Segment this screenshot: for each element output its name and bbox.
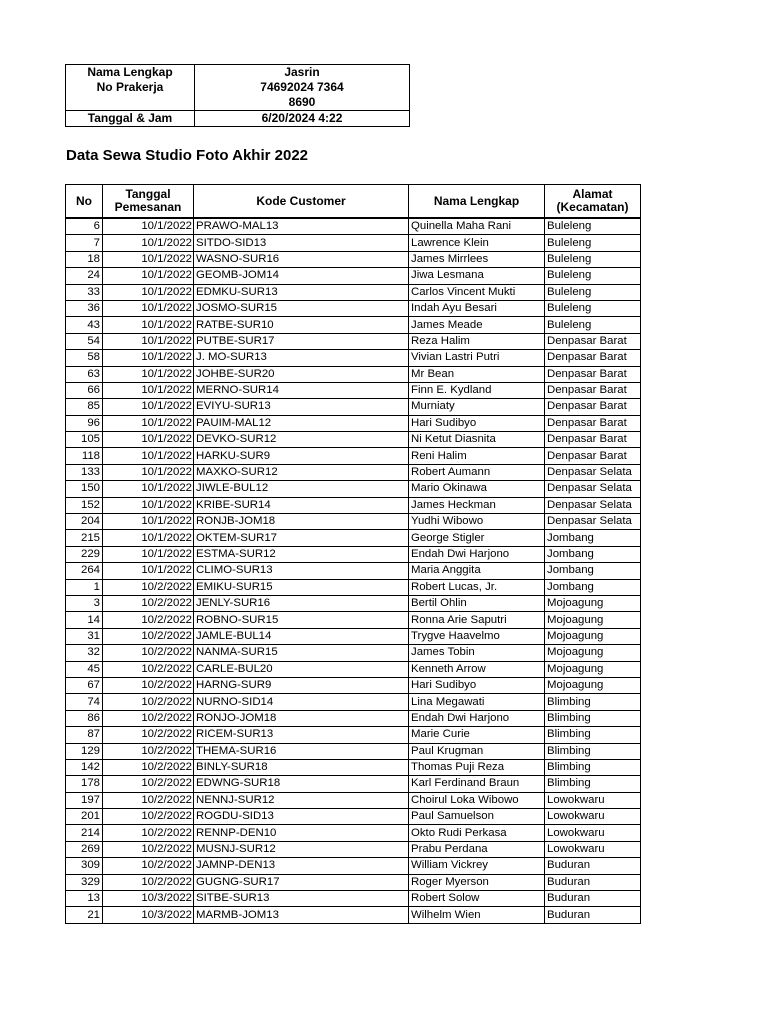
cell-nama-lengkap: Thomas Puji Reza xyxy=(409,759,545,775)
cell-nama-lengkap: Maria Anggita xyxy=(409,563,545,579)
cell-no: 133 xyxy=(66,464,103,480)
cell-kode-customer: WASNO-SUR16 xyxy=(194,251,409,267)
identity-table xyxy=(65,64,410,127)
cell-alamat: Blimbing xyxy=(545,727,641,743)
cell-kode-customer: CLIMO-SUR13 xyxy=(194,563,409,579)
table-row xyxy=(66,366,641,382)
cell-no: 36 xyxy=(66,300,103,316)
table-row xyxy=(66,710,641,726)
cell-kode-customer: DEVKO-SUR12 xyxy=(194,432,409,448)
cell-alamat: Buduran xyxy=(545,858,641,874)
cell-tanggal: 10/2/2022 xyxy=(103,743,194,759)
cell-kode-customer: NANMA-SUR15 xyxy=(194,645,409,661)
cell-alamat: Buleleng xyxy=(545,218,641,235)
cell-no: 33 xyxy=(66,284,103,300)
cell-tanggal: 10/3/2022 xyxy=(103,891,194,907)
cell-nama-lengkap: Murniaty xyxy=(409,399,545,415)
cell-alamat: Mojoagung xyxy=(545,612,641,628)
cell-alamat: Blimbing xyxy=(545,776,641,792)
cell-no: 197 xyxy=(66,792,103,808)
table-row xyxy=(66,481,641,497)
table-row xyxy=(66,432,641,448)
cell-no: 201 xyxy=(66,809,103,825)
cell-kode-customer: MERNO-SUR14 xyxy=(194,382,409,398)
cell-kode-customer: PAUIM-MAL12 xyxy=(194,415,409,431)
cell-tanggal: 10/2/2022 xyxy=(103,858,194,874)
cell-nama-lengkap: James Heckman xyxy=(409,497,545,513)
cell-alamat: Buleleng xyxy=(545,235,641,251)
cell-kode-customer: JAMLE-BUL14 xyxy=(194,628,409,644)
table-row xyxy=(66,891,641,907)
cell-tanggal: 10/2/2022 xyxy=(103,710,194,726)
cell-kode-customer: RONJO-JOM18 xyxy=(194,710,409,726)
cell-alamat: Denpasar Barat xyxy=(545,333,641,349)
cell-tanggal: 10/2/2022 xyxy=(103,792,194,808)
cell-tanggal: 10/1/2022 xyxy=(103,333,194,349)
cell-alamat: Mojoagung xyxy=(545,677,641,693)
cell-tanggal: 10/1/2022 xyxy=(103,399,194,415)
table-row xyxy=(66,300,641,316)
table-row xyxy=(66,661,641,677)
cell-no: 31 xyxy=(66,628,103,644)
cell-no: 18 xyxy=(66,251,103,267)
cell-kode-customer: PRAWO-MAL13 xyxy=(194,218,409,235)
cell-kode-customer: SITDO-SID13 xyxy=(194,235,409,251)
cell-nama-lengkap: Hari Sudibyo xyxy=(409,415,545,431)
header-alamat: Alamat (Kecamatan) xyxy=(545,185,641,219)
cell-nama-lengkap: James Mirrlees xyxy=(409,251,545,267)
table-row xyxy=(66,907,641,923)
cell-kode-customer: RATBE-SUR10 xyxy=(194,317,409,333)
cell-tanggal: 10/1/2022 xyxy=(103,546,194,562)
cell-no: 74 xyxy=(66,694,103,710)
cell-nama-lengkap: Bertil Ohlin xyxy=(409,595,545,611)
table-body xyxy=(66,218,641,923)
cell-nama-lengkap: Indah Ayu Besari xyxy=(409,300,545,316)
identity-row-datetime xyxy=(66,111,410,127)
table-row xyxy=(66,612,641,628)
cell-nama-lengkap: Okto Rudi Perkasa xyxy=(409,825,545,841)
cell-nama-lengkap: Wilhelm Wien xyxy=(409,907,545,923)
cell-nama-lengkap: Carlos Vincent Mukti xyxy=(409,284,545,300)
cell-no: 54 xyxy=(66,333,103,349)
cell-tanggal: 10/2/2022 xyxy=(103,874,194,890)
cell-no: 229 xyxy=(66,546,103,562)
table-row xyxy=(66,809,641,825)
table-row xyxy=(66,350,641,366)
table-row xyxy=(66,645,641,661)
cell-tanggal: 10/1/2022 xyxy=(103,251,194,267)
cell-kode-customer: MAXKO-SUR12 xyxy=(194,464,409,480)
identity-values xyxy=(195,65,410,111)
header-row xyxy=(66,185,641,219)
cell-kode-customer: EDMKU-SUR13 xyxy=(194,284,409,300)
cell-tanggal: 10/1/2022 xyxy=(103,317,194,333)
cell-alamat: Denpasar Selata xyxy=(545,497,641,513)
cell-no: 178 xyxy=(66,776,103,792)
table-row xyxy=(66,792,641,808)
cell-nama-lengkap: James Tobin xyxy=(409,645,545,661)
cell-alamat: Mojoagung xyxy=(545,661,641,677)
table-row xyxy=(66,841,641,857)
cell-no: 214 xyxy=(66,825,103,841)
cell-no: 66 xyxy=(66,382,103,398)
cell-alamat: Jombang xyxy=(545,563,641,579)
cell-kode-customer: ESTMA-SUR12 xyxy=(194,546,409,562)
cell-nama-lengkap: Mario Okinawa xyxy=(409,481,545,497)
cell-kode-customer: GEOMB-JOM14 xyxy=(194,268,409,284)
cell-nama-lengkap: Ni Ketut Diasnita xyxy=(409,432,545,448)
cell-kode-customer: JAMNP-DEN13 xyxy=(194,858,409,874)
cell-no: 142 xyxy=(66,759,103,775)
prakerja-value-line1: 74692024 7364 xyxy=(260,80,344,94)
cell-kode-customer: RICEM-SUR13 xyxy=(194,727,409,743)
cell-nama-lengkap: Kenneth Arrow xyxy=(409,661,545,677)
cell-nama-lengkap: Prabu Perdana xyxy=(409,841,545,857)
table-row xyxy=(66,825,641,841)
cell-tanggal: 10/2/2022 xyxy=(103,776,194,792)
cell-alamat: Blimbing xyxy=(545,759,641,775)
cell-alamat: Blimbing xyxy=(545,694,641,710)
cell-kode-customer: JIWLE-BUL12 xyxy=(194,481,409,497)
table-row xyxy=(66,218,641,235)
cell-kode-customer: EMIKU-SUR15 xyxy=(194,579,409,595)
table-row xyxy=(66,677,641,693)
table-row xyxy=(66,514,641,530)
cell-nama-lengkap: Paul Krugman xyxy=(409,743,545,759)
cell-kode-customer: JOSMO-SUR15 xyxy=(194,300,409,316)
cell-tanggal: 10/1/2022 xyxy=(103,300,194,316)
datetime-value: 6/20/2024 4:22 xyxy=(195,111,410,127)
cell-nama-lengkap: Karl Ferdinand Braun xyxy=(409,776,545,792)
cell-kode-customer: THEMA-SUR16 xyxy=(194,743,409,759)
table-row xyxy=(66,399,641,415)
cell-nama-lengkap: Hari Sudibyo xyxy=(409,677,545,693)
header-tanggal: Tanggal Pemesanan xyxy=(103,185,194,219)
document-title: Data Sewa Studio Foto Akhir 2022 xyxy=(66,147,308,164)
prakerja-label: No Prakerja xyxy=(96,80,164,94)
cell-no: 129 xyxy=(66,743,103,759)
cell-tanggal: 10/1/2022 xyxy=(103,432,194,448)
table-row xyxy=(66,776,641,792)
cell-nama-lengkap: Ronna Arie Saputri xyxy=(409,612,545,628)
cell-kode-customer: SITBE-SUR13 xyxy=(194,891,409,907)
table-row xyxy=(66,858,641,874)
table-row xyxy=(66,464,641,480)
cell-alamat: Jombang xyxy=(545,530,641,546)
cell-tanggal: 10/1/2022 xyxy=(103,563,194,579)
cell-alamat: Jombang xyxy=(545,546,641,562)
table-row xyxy=(66,579,641,595)
cell-kode-customer: OKTEM-SUR17 xyxy=(194,530,409,546)
cell-tanggal: 10/1/2022 xyxy=(103,448,194,464)
cell-kode-customer: MUSNJ-SUR12 xyxy=(194,841,409,857)
cell-kode-customer: BINLY-SUR18 xyxy=(194,759,409,775)
cell-alamat: Buleleng xyxy=(545,317,641,333)
cell-nama-lengkap: Vivian Lastri Putri xyxy=(409,350,545,366)
cell-alamat: Denpasar Selata xyxy=(545,514,641,530)
cell-kode-customer: PUTBE-SUR17 xyxy=(194,333,409,349)
cell-alamat: Buleleng xyxy=(545,284,641,300)
cell-nama-lengkap: Paul Samuelson xyxy=(409,809,545,825)
cell-nama-lengkap: Choirul Loka Wibowo xyxy=(409,792,545,808)
cell-no: 58 xyxy=(66,350,103,366)
cell-nama-lengkap: James Meade xyxy=(409,317,545,333)
table-row xyxy=(66,448,641,464)
cell-kode-customer: RENNP-DEN10 xyxy=(194,825,409,841)
cell-tanggal: 10/1/2022 xyxy=(103,350,194,366)
cell-nama-lengkap: Reza Halim xyxy=(409,333,545,349)
cell-no: 118 xyxy=(66,448,103,464)
cell-nama-lengkap: Finn E. Kydland xyxy=(409,382,545,398)
cell-nama-lengkap: Robert Lucas, Jr. xyxy=(409,579,545,595)
cell-alamat: Buleleng xyxy=(545,251,641,267)
cell-no: 1 xyxy=(66,579,103,595)
cell-kode-customer: KRIBE-SUR14 xyxy=(194,497,409,513)
cell-no: 86 xyxy=(66,710,103,726)
cell-no: 204 xyxy=(66,514,103,530)
cell-tanggal: 10/2/2022 xyxy=(103,825,194,841)
cell-no: 13 xyxy=(66,891,103,907)
cell-no: 269 xyxy=(66,841,103,857)
identity-labels xyxy=(66,65,195,111)
cell-tanggal: 10/1/2022 xyxy=(103,382,194,398)
cell-alamat: Denpasar Selata xyxy=(545,464,641,480)
cell-no: 7 xyxy=(66,235,103,251)
table-row xyxy=(66,235,641,251)
cell-alamat: Blimbing xyxy=(545,710,641,726)
cell-tanggal: 10/1/2022 xyxy=(103,530,194,546)
table-row xyxy=(66,628,641,644)
cell-nama-lengkap: Endah Dwi Harjono xyxy=(409,546,545,562)
table-row xyxy=(66,595,641,611)
cell-nama-lengkap: Quinella Maha Rani xyxy=(409,218,545,235)
identity-row-name xyxy=(66,65,410,111)
cell-no: 264 xyxy=(66,563,103,579)
table-row xyxy=(66,415,641,431)
cell-no: 43 xyxy=(66,317,103,333)
cell-no: 67 xyxy=(66,677,103,693)
table-row xyxy=(66,759,641,775)
cell-no: 215 xyxy=(66,530,103,546)
cell-alamat: Buleleng xyxy=(545,268,641,284)
cell-nama-lengkap: William Vickrey xyxy=(409,858,545,874)
cell-tanggal: 10/1/2022 xyxy=(103,464,194,480)
cell-alamat: Lowokwaru xyxy=(545,825,641,841)
cell-nama-lengkap: George Stigler xyxy=(409,530,545,546)
cell-no: 6 xyxy=(66,218,103,235)
cell-nama-lengkap: Yudhi Wibowo xyxy=(409,514,545,530)
header-nama-lengkap: Nama Lengkap xyxy=(409,185,545,219)
cell-tanggal: 10/1/2022 xyxy=(103,218,194,235)
cell-tanggal: 10/1/2022 xyxy=(103,514,194,530)
table-row xyxy=(66,497,641,513)
cell-kode-customer: CARLE-BUL20 xyxy=(194,661,409,677)
cell-alamat: Denpasar Barat xyxy=(545,366,641,382)
cell-no: 309 xyxy=(66,858,103,874)
cell-kode-customer: NURNO-SID14 xyxy=(194,694,409,710)
cell-nama-lengkap: Lina Megawati xyxy=(409,694,545,710)
cell-alamat: Denpasar Barat xyxy=(545,382,641,398)
prakerja-value-line2: 8690 xyxy=(288,95,316,109)
cell-no: 24 xyxy=(66,268,103,284)
cell-tanggal: 10/1/2022 xyxy=(103,366,194,382)
cell-no: 21 xyxy=(66,907,103,923)
cell-alamat: Denpasar Barat xyxy=(545,399,641,415)
cell-tanggal: 10/2/2022 xyxy=(103,809,194,825)
table-row xyxy=(66,382,641,398)
cell-nama-lengkap: Robert Solow xyxy=(409,891,545,907)
cell-nama-lengkap: Marie Curie xyxy=(409,727,545,743)
cell-alamat: Mojoagung xyxy=(545,628,641,644)
cell-alamat: Denpasar Barat xyxy=(545,350,641,366)
cell-tanggal: 10/2/2022 xyxy=(103,612,194,628)
header-kode-customer: Kode Customer xyxy=(194,185,409,219)
table-header xyxy=(66,185,641,219)
cell-alamat: Denpasar Barat xyxy=(545,415,641,431)
datetime-label: Tanggal & Jam xyxy=(66,111,195,127)
cell-tanggal: 10/2/2022 xyxy=(103,579,194,595)
cell-tanggal: 10/2/2022 xyxy=(103,677,194,693)
cell-tanggal: 10/2/2022 xyxy=(103,645,194,661)
cell-no: 14 xyxy=(66,612,103,628)
cell-alamat: Blimbing xyxy=(545,743,641,759)
cell-kode-customer: NENNJ-SUR12 xyxy=(194,792,409,808)
cell-alamat: Jombang xyxy=(545,579,641,595)
cell-kode-customer: JENLY-SUR16 xyxy=(194,595,409,611)
cell-tanggal: 10/1/2022 xyxy=(103,284,194,300)
cell-no: 152 xyxy=(66,497,103,513)
cell-tanggal: 10/1/2022 xyxy=(103,235,194,251)
header-no: No xyxy=(66,185,103,219)
cell-no: 329 xyxy=(66,874,103,890)
cell-alamat: Denpasar Barat xyxy=(545,448,641,464)
table-row xyxy=(66,251,641,267)
cell-tanggal: 10/2/2022 xyxy=(103,628,194,644)
cell-nama-lengkap: Reni Halim xyxy=(409,448,545,464)
cell-no: 150 xyxy=(66,481,103,497)
cell-no: 85 xyxy=(66,399,103,415)
name-value: Jasrin xyxy=(284,65,320,79)
cell-kode-customer: MARMB-JOM13 xyxy=(194,907,409,923)
cell-alamat: Lowokwaru xyxy=(545,809,641,825)
table-row xyxy=(66,874,641,890)
name-label: Nama Lengkap xyxy=(87,65,173,79)
table-row xyxy=(66,284,641,300)
cell-kode-customer: JOHBE-SUR20 xyxy=(194,366,409,382)
cell-tanggal: 10/2/2022 xyxy=(103,661,194,677)
table-row xyxy=(66,546,641,562)
cell-tanggal: 10/2/2022 xyxy=(103,694,194,710)
cell-alamat: Buleleng xyxy=(545,300,641,316)
table-row xyxy=(66,268,641,284)
cell-tanggal: 10/1/2022 xyxy=(103,481,194,497)
cell-tanggal: 10/1/2022 xyxy=(103,415,194,431)
rental-data-table xyxy=(65,184,641,924)
cell-kode-customer: ROGDU-SID13 xyxy=(194,809,409,825)
cell-no: 87 xyxy=(66,727,103,743)
cell-no: 96 xyxy=(66,415,103,431)
cell-alamat: Buduran xyxy=(545,891,641,907)
cell-no: 3 xyxy=(66,595,103,611)
table-row xyxy=(66,333,641,349)
cell-kode-customer: EVIYU-SUR13 xyxy=(194,399,409,415)
cell-nama-lengkap: Endah Dwi Harjono xyxy=(409,710,545,726)
cell-alamat: Mojoagung xyxy=(545,645,641,661)
table-row xyxy=(66,530,641,546)
cell-alamat: Lowokwaru xyxy=(545,792,641,808)
cell-nama-lengkap: Lawrence Klein xyxy=(409,235,545,251)
table-row xyxy=(66,743,641,759)
cell-kode-customer: RONJB-JOM18 xyxy=(194,514,409,530)
table-row xyxy=(66,563,641,579)
cell-no: 45 xyxy=(66,661,103,677)
cell-nama-lengkap: Mr Bean xyxy=(409,366,545,382)
cell-kode-customer: EDWNG-SUR18 xyxy=(194,776,409,792)
cell-tanggal: 10/2/2022 xyxy=(103,759,194,775)
cell-alamat: Buduran xyxy=(545,907,641,923)
cell-tanggal: 10/1/2022 xyxy=(103,268,194,284)
cell-alamat: Mojoagung xyxy=(545,595,641,611)
cell-nama-lengkap: Jiwa Lesmana xyxy=(409,268,545,284)
cell-kode-customer: HARKU-SUR9 xyxy=(194,448,409,464)
cell-tanggal: 10/1/2022 xyxy=(103,497,194,513)
table-row xyxy=(66,317,641,333)
cell-tanggal: 10/2/2022 xyxy=(103,595,194,611)
cell-alamat: Denpasar Barat xyxy=(545,432,641,448)
table-row xyxy=(66,694,641,710)
cell-tanggal: 10/3/2022 xyxy=(103,907,194,923)
cell-kode-customer: J. MO-SUR13 xyxy=(194,350,409,366)
cell-alamat: Denpasar Selata xyxy=(545,481,641,497)
cell-tanggal: 10/2/2022 xyxy=(103,841,194,857)
cell-kode-customer: GUGNG-SUR17 xyxy=(194,874,409,890)
cell-kode-customer: HARNG-SUR9 xyxy=(194,677,409,693)
cell-alamat: Buduran xyxy=(545,874,641,890)
cell-tanggal: 10/2/2022 xyxy=(103,727,194,743)
cell-nama-lengkap: Roger Myerson xyxy=(409,874,545,890)
cell-no: 32 xyxy=(66,645,103,661)
cell-no: 63 xyxy=(66,366,103,382)
cell-alamat: Lowokwaru xyxy=(545,841,641,857)
table-row xyxy=(66,727,641,743)
cell-nama-lengkap: Trygve Haavelmo xyxy=(409,628,545,644)
cell-kode-customer: ROBNO-SUR15 xyxy=(194,612,409,628)
cell-nama-lengkap: Robert Aumann xyxy=(409,464,545,480)
cell-no: 105 xyxy=(66,432,103,448)
